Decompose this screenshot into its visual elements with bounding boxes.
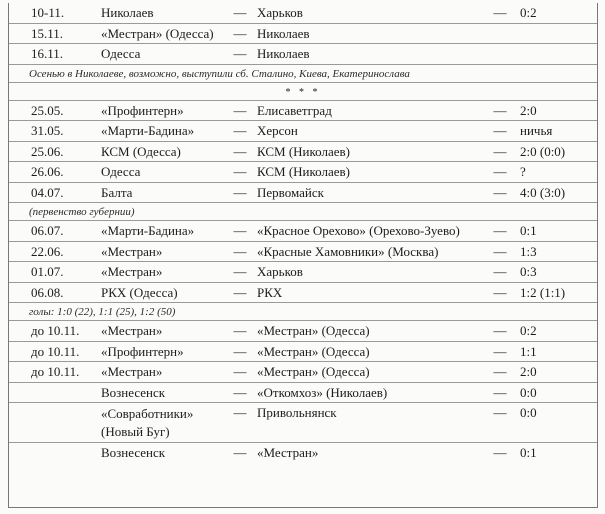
home-team: Одесса bbox=[101, 46, 141, 61]
dash: — bbox=[493, 323, 507, 338]
match-date: 06.08. bbox=[31, 284, 64, 300]
dash: — bbox=[493, 5, 507, 20]
dash: — bbox=[233, 223, 247, 238]
table-row bbox=[9, 24, 597, 45]
away-team: «Местран» (Одесса) bbox=[257, 343, 370, 359]
match-score: ? bbox=[520, 164, 526, 179]
table-row bbox=[9, 383, 597, 404]
table-row bbox=[9, 443, 597, 464]
dash: — bbox=[493, 343, 507, 359]
away-team: Херсон bbox=[257, 123, 298, 138]
match-score: 0:2 bbox=[520, 5, 537, 20]
home-team: КСМ (Одесса) bbox=[101, 143, 181, 159]
table-row bbox=[9, 101, 597, 122]
match-date: до 10.11. bbox=[31, 343, 80, 359]
match-date: 01.07. bbox=[31, 264, 64, 279]
dash: — bbox=[233, 284, 247, 300]
dash: — bbox=[233, 343, 247, 359]
table-row bbox=[9, 221, 597, 242]
match-results-table bbox=[8, 3, 598, 508]
table-row bbox=[9, 362, 597, 383]
match-date: 06.07. bbox=[31, 223, 64, 238]
dash: — bbox=[493, 445, 507, 460]
dash: — bbox=[233, 123, 247, 138]
table-row bbox=[9, 3, 597, 24]
home-team: «Местран» bbox=[101, 323, 163, 338]
match-date: 15.11. bbox=[31, 25, 64, 41]
away-team: Харьков bbox=[257, 5, 303, 20]
home-team: «Профинтерн» bbox=[101, 343, 184, 359]
match-score: 2:0 (0:0) bbox=[520, 143, 566, 159]
note-row bbox=[9, 203, 597, 221]
table-row bbox=[9, 321, 597, 342]
away-team: Харьков bbox=[257, 264, 303, 279]
dash: — bbox=[493, 384, 507, 400]
table-row bbox=[9, 262, 597, 283]
table-row bbox=[9, 162, 597, 183]
home-team: Балта bbox=[101, 184, 133, 200]
away-team: «Красные Хамовники» (Москва) bbox=[257, 243, 439, 259]
away-team: РКХ bbox=[257, 284, 283, 300]
match-score: 2:0 bbox=[520, 102, 537, 118]
match-score: 0:0 bbox=[520, 405, 537, 420]
match-date: 26.06. bbox=[31, 164, 64, 179]
dash: — bbox=[233, 364, 247, 379]
home-team: «Местран» (Одесса) bbox=[101, 25, 214, 41]
note-row bbox=[9, 65, 597, 83]
table-row bbox=[9, 242, 597, 263]
home-team: «Профинтерн» bbox=[101, 102, 184, 118]
dash: — bbox=[233, 384, 247, 400]
home-team: Вознесенск bbox=[101, 384, 166, 400]
match-score: 0:1 bbox=[520, 445, 537, 460]
match-date: до 10.11. bbox=[31, 364, 80, 379]
away-team: Николаев bbox=[257, 25, 310, 41]
match-score: 0:0 bbox=[520, 384, 537, 400]
away-team: «Местран» bbox=[257, 445, 319, 460]
away-team: Привольнянск bbox=[257, 405, 337, 420]
dash: — bbox=[493, 223, 507, 238]
match-date: 16.11. bbox=[31, 46, 64, 61]
dash: — bbox=[233, 184, 247, 200]
dash: — bbox=[493, 264, 507, 279]
note-row bbox=[9, 303, 597, 321]
match-score: 1:1 bbox=[520, 343, 537, 359]
away-team: Елисаветград bbox=[257, 102, 332, 118]
table-row bbox=[9, 142, 597, 163]
dash: — bbox=[493, 123, 507, 138]
home-team: «Совработники» (Новый Буг) bbox=[101, 406, 194, 439]
home-team: «Марти-Бадина» bbox=[101, 123, 195, 138]
match-date: 25.06. bbox=[31, 143, 64, 159]
dash: — bbox=[233, 25, 247, 41]
match-score: 0:3 bbox=[520, 264, 537, 279]
match-date: 10-11. bbox=[31, 5, 65, 20]
match-score: 4:0 (3:0) bbox=[520, 184, 566, 200]
dash: — bbox=[493, 284, 507, 300]
dash: — bbox=[233, 445, 247, 460]
home-team: «Местран» bbox=[101, 243, 163, 259]
match-date: до 10.11. bbox=[31, 323, 80, 338]
home-team: «Местран» bbox=[101, 264, 163, 279]
dash: — bbox=[493, 364, 507, 379]
dash: — bbox=[493, 405, 507, 420]
note-text: голы: 1:0 (22), 1:1 (25), 1:2 (50) bbox=[29, 306, 176, 318]
dash: — bbox=[493, 164, 507, 179]
dash: — bbox=[233, 5, 247, 20]
away-team: «Местран» (Одесса) bbox=[257, 323, 370, 338]
note-text: Осенью в Николаеве, возможно, выступили сб. Сталино, Киева, Екатеринослава bbox=[29, 67, 410, 80]
table-row bbox=[9, 121, 597, 142]
dash: — bbox=[493, 143, 507, 159]
match-date: 25.05. bbox=[31, 102, 64, 118]
table-row bbox=[9, 342, 597, 363]
away-team: КСМ (Николаев) bbox=[257, 143, 350, 159]
match-date: 04.07. bbox=[31, 184, 64, 200]
dash: — bbox=[233, 405, 247, 420]
home-team: Вознесенск bbox=[101, 445, 166, 460]
table-row bbox=[9, 283, 597, 304]
dash: — bbox=[233, 102, 247, 118]
away-team: «Красное Орехово» (Орехово-Зуево) bbox=[257, 223, 460, 238]
match-score: 2:0 bbox=[520, 364, 537, 379]
table-row bbox=[9, 44, 597, 65]
dash: — bbox=[233, 164, 247, 179]
away-team: «Местран» (Одесса) bbox=[257, 364, 370, 379]
section-separator: * * * bbox=[285, 86, 321, 98]
dash: — bbox=[493, 184, 507, 200]
away-team: «Откомхоз» (Николаев) bbox=[257, 384, 388, 400]
match-score: 0:2 bbox=[520, 323, 537, 338]
dash: — bbox=[493, 243, 507, 259]
note-text: (первенство губернии) bbox=[29, 206, 135, 218]
match-score: ничья bbox=[520, 123, 553, 138]
home-team: РКХ (Одесса) bbox=[101, 284, 178, 300]
dash: — bbox=[233, 243, 247, 259]
table-row bbox=[9, 183, 597, 204]
match-score: 1:2 (1:1) bbox=[520, 284, 566, 300]
home-team: Николаев bbox=[101, 5, 154, 20]
home-team: «Местран» bbox=[101, 364, 163, 379]
dash: — bbox=[493, 102, 507, 118]
away-team: Николаев bbox=[257, 46, 310, 61]
dash: — bbox=[233, 323, 247, 338]
dash: — bbox=[233, 143, 247, 159]
match-date: 22.06. bbox=[31, 243, 64, 259]
home-team: «Марти-Бадина» bbox=[101, 223, 195, 238]
dash: — bbox=[233, 46, 247, 61]
away-team: Первомайск bbox=[257, 184, 324, 200]
home-team: Одесса bbox=[101, 164, 141, 179]
match-date: 31.05. bbox=[31, 123, 64, 138]
dash: — bbox=[233, 264, 247, 279]
table-row bbox=[9, 403, 597, 443]
separator-row bbox=[9, 83, 597, 101]
match-score: 0:1 bbox=[520, 223, 537, 238]
match-score: 1:3 bbox=[520, 243, 537, 259]
away-team: КСМ (Николаев) bbox=[257, 164, 350, 179]
